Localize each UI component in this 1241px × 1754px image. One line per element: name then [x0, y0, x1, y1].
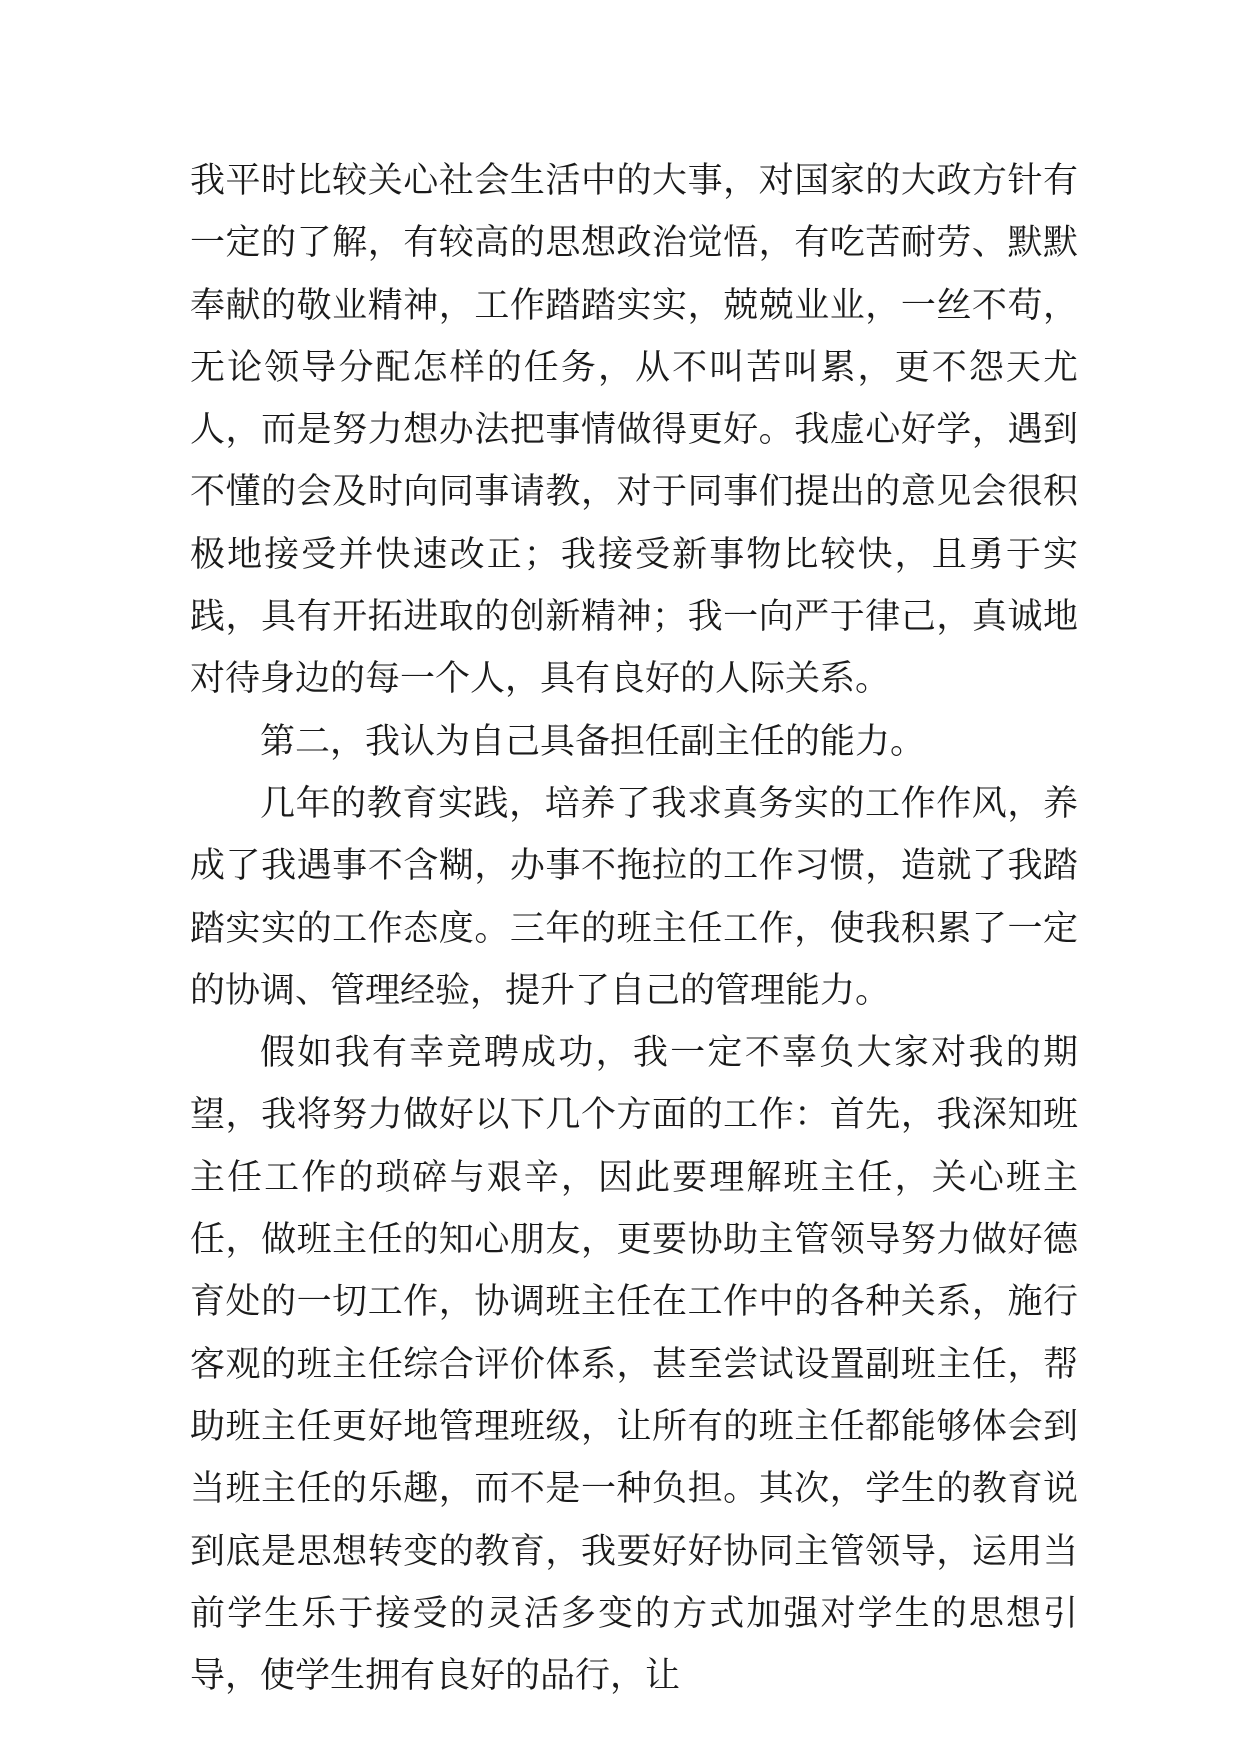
- paragraph-work-plan: 假如我有幸竞聘成功，我一定不辜负大家对我的期望，我将努力做好以下几个方面的工作：首先，我深知班主任工作的琐碎与艰辛，因此要理解班主任，关心班主任，做班主任的知心朋友，更要协助主管领导努力做好德育处的一切工作，协调班主任在工作中的各种关系，施行客观的班主任综合评价体系，甚至尝试设置副班主任，帮助班主任更好地管理班级，让所有的班主任都能够体会到当班主任的乐趣，而不是一种负担。其次，学生的教育说到底是思想转变的教育，我要好好协同主管领导，运用当前学生乐于接受的灵活多变的方式加强对学生的思想引导，使学生拥有良好的品行，让: [190, 1033, 1078, 1697]
- paragraph-personal-qualities: 我平时比较关心社会生活中的大事，对国家的大政方针有一定的了解，有较高的思想政治觉悟，有吃苦耐劳、默默奉献的敬业精神，工作踏踏实实，兢兢业业，一丝不苟，无论领导分配怎样的任务，从不叫苦叫累，更不怨天尤人，而是努力想办法把事情做得更好。我虚心好学，遇到不懂的会及时向同事请教，对于同事们提出的意见会很积极地接受并快速改正；我接受新事物比较快，且勇于实践，具有开拓进取的创新精神；我一向严于律己，真诚地对待身边的每一个人，具有良好的人际关系。: [190, 161, 1078, 700]
- paragraph-second-point-heading: 第二，我认为自己具备担任副主任的能力。: [260, 721, 926, 762]
- body-text: [190, 150, 1078, 1707]
- paragraph-teaching-experience: 几年的教育实践，培养了我求真务实的工作作风，养成了我遇事不含糊，办事不拖拉的工作习惯，造就了我踏踏实实的工作态度。三年的班主任工作，使我积累了一定的协调、管理经验，提升了自己的管理能力。: [190, 783, 1078, 1011]
